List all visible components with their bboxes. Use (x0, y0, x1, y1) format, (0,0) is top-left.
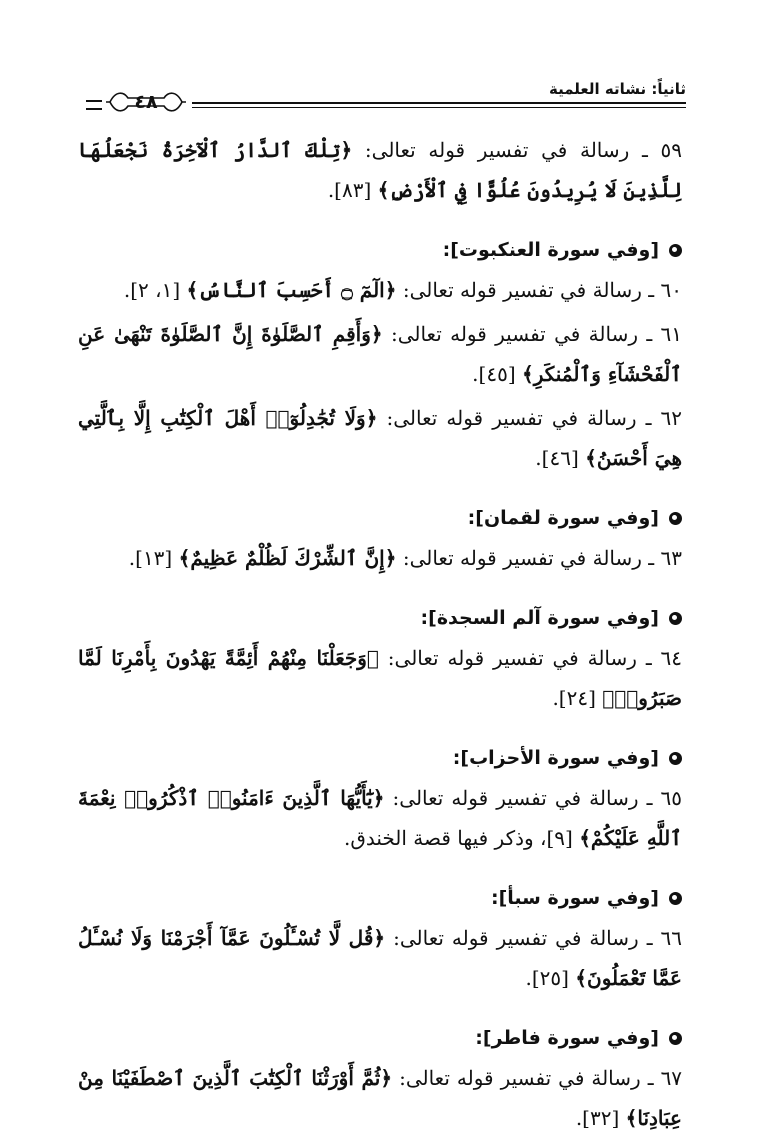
entry-item: ٦٦ ـ رسالة في تفسير قوله تعالى: ﴿قُل لَّا تُسْـَٔلُونَ عَمَّآ أَجْرَمْنَا وَلَا نُسْـَٔلُ عَمَّا تَعْمَلُونَ﴾ [٢٥]. (78, 926, 683, 990)
surah-heading (78, 878, 682, 918)
spacer (78, 998, 682, 1002)
page-number-frame (106, 88, 186, 116)
verse-reference: [٤٦]. (535, 446, 579, 470)
entry-lead: رسالة في تفسير قوله تعالى: (390, 322, 638, 346)
verse-reference: [١، ٢]. (123, 278, 181, 302)
surah-heading (78, 230, 682, 270)
entry-item: ٦٣ ـ رسالة في تفسير قوله تعالى: ﴿إِنَّ ٱلشِّرْكَ لَظُلْمٌ عَظِيمٌ﴾ [١٣]. (128, 546, 682, 570)
spacer (78, 210, 682, 214)
entry-lead: رسالة في تفسير قوله تعالى: (393, 926, 639, 950)
bullet-icon (669, 244, 682, 257)
entry-lead: رسالة في تفسير قوله تعالى: (392, 786, 639, 810)
verse-reference: [٩]، وذكر فيها قصة الخندق. (343, 826, 573, 850)
verse-reference: [٤٥]. (472, 362, 516, 386)
quran-verse: ﴿يَٰٓأَيُّهَا ٱلَّذِينَ ءَامَنُوا۟ ٱذْكُرُوا۟ نِعْمَةَ ٱللَّهِ عَلَيْكُمْ﴾ (78, 786, 682, 850)
entry-lead: رسالة في تفسير قوله تعالى: (386, 406, 637, 430)
entry-item: ٥٩ ـ رسالة في تفسير قوله تعالى: ﴿تِلْكَ ٱلدَّارُ ٱلْآخِرَةُ نَجْعَلُهَا لِلَّذِينَ لَا يُرِيدُونَ عُلُوًّا فِي ٱلْأَرْضِ﴾ [٨٣]. (78, 138, 683, 202)
surah-heading-text: [وفي سورة الأحزاب]: (452, 747, 659, 769)
bullet-icon (669, 612, 682, 625)
entry-number: ٦١ (660, 322, 683, 346)
entry-lead: رسالة في تفسير قوله تعالى: (402, 546, 642, 570)
surah-heading (78, 498, 682, 538)
spacer (78, 1138, 682, 1142)
verse-reference: [٣٢]. (575, 1106, 620, 1130)
surah-heading-text: [وفي سورة سبأ]: (491, 887, 659, 909)
verse-reference: [٢٤]. (552, 686, 596, 710)
header-rule (192, 102, 686, 104)
entry-lead: رسالة في تفسير قوله تعالى: (399, 1066, 641, 1090)
entry-number: ٦٢ (660, 406, 682, 430)
verse-reference: [١٣]. (128, 546, 173, 570)
verse-reference: [٢٥]. (525, 966, 569, 990)
bullet-icon (669, 512, 682, 525)
entry-number: ٦٣ (660, 546, 682, 570)
entry-item: ٦٠ ـ رسالة في تفسير قوله تعالى: ﴿الٓمٓ ۝ أَحَسِبَ ٱلنَّاسُ﴾ [١، ٢]. (123, 278, 682, 302)
header-dash (86, 100, 102, 110)
surah-heading (78, 738, 682, 778)
entry-number: ٦٠ (660, 278, 682, 302)
entry-lead: رسالة في تفسير قوله تعالى: (402, 278, 642, 302)
bullet-icon (669, 752, 682, 765)
entry-lead: رسالة في تفسير قوله تعالى: (387, 646, 637, 670)
entry-number: ٦٤ (660, 646, 683, 670)
entry-item: ٦٢ ـ رسالة في تفسير قوله تعالى: ﴿وَلَا تُجَٰدِلُوٓا۟ أَهْلَ ٱلْكِتَٰبِ إِلَّا بِٱلَّتِي هِيَ أَحْسَنُ﴾ [٤٦]. (78, 406, 682, 470)
quran-verse: ﴿إِنَّ ٱلشِّرْكَ لَظُلْمٌ عَظِيمٌ﴾ (178, 546, 397, 570)
entry-number: ٦٥ (660, 786, 683, 810)
entry-item: ٦٧ ـ رسالة في تفسير قوله تعالى: ﴿ثُمَّ أَوْرَثْنَا ٱلْكِتَٰبَ ٱلَّذِينَ ٱصْطَفَيْنَا مِنْ عِبَادِنَا﴾ [٣٢]. (78, 1066, 683, 1130)
spacer (78, 718, 682, 722)
surah-heading-text: [وفي سورة فاطر]: (475, 1027, 659, 1049)
quran-verse: ﴿وَأَقِمِ ٱلصَّلَوٰةَ إِنَّ ٱلصَّلَوٰةَ تَنْهَىٰ عَنِ ٱلْفَحْشَآءِ وَٱلْمُنكَرِ﴾ (78, 322, 682, 386)
surah-heading-text: [وفي سورة العنكبوت]: (442, 239, 659, 261)
surah-heading-text: [وفي سورة آلم السجدة]: (420, 607, 659, 629)
entry-number: ٥٩ (660, 138, 683, 162)
spacer (78, 858, 682, 862)
running-title: ثانياً: نشاته العلمية (549, 80, 686, 98)
spacer (78, 478, 682, 482)
quran-verse: ﴿الٓمٓ ۝ أَحَسِبَ ٱلنَّاسُ﴾ (186, 278, 397, 302)
quran-verse: ﴿ثُمَّ أَوْرَثْنَا ٱلْكِتَٰبَ ٱلَّذِينَ ٱصْطَفَيْنَا مِنْ عِبَادِنَا﴾ (78, 1066, 682, 1130)
verse-reference: [٨٣]. (327, 178, 372, 202)
surah-heading-text: [وفي سورة لقمان]: (467, 507, 659, 529)
entry-number: ٦٦ (660, 926, 683, 950)
entry-lead: رسالة في تفسير قوله تعالى: (364, 138, 630, 162)
quran-verse: ﴿وَلَا تُجَٰدِلُوٓا۟ أَهْلَ ٱلْكِتَٰبِ إِلَّا بِٱلَّتِي هِيَ أَحْسَنُ﴾ (78, 406, 682, 470)
spacer (78, 578, 682, 582)
bullet-icon (669, 892, 682, 905)
quran-verse: ﴿قُل لَّا تُسْـَٔلُونَ عَمَّآ أَجْرَمْنَا وَلَا نُسْـَٔلُ عَمَّا تَعْمَلُونَ﴾ (78, 926, 682, 990)
header-rule-thin (192, 107, 686, 108)
surah-heading (78, 598, 682, 638)
entry-number: ٦٧ (660, 1066, 683, 1090)
quran-verse: ﴿وَجَعَلْنَا مِنْهُمْ أَئِمَّةً يَهْدُونَ بِأَمْرِنَا لَمَّا صَبَرُوا۟﴾ (78, 646, 682, 710)
quran-verse: ﴿تِلْكَ ٱلدَّارُ ٱلْآخِرَةُ نَجْعَلُهَا لِلَّذِينَ لَا يُرِيدُونَ عُلُوًّا فِي ٱلْأَرْضِ﴾ (78, 138, 682, 202)
entry-item: ٦٥ ـ رسالة في تفسير قوله تعالى: ﴿يَٰٓأَيُّهَا ٱلَّذِينَ ءَامَنُوا۟ ٱذْكُرُوا۟ نِعْمَةَ ٱللَّهِ عَلَيْكُمْ﴾ [٩]، وذكر فيها قصة الخندق. (78, 786, 683, 850)
surah-heading (78, 1018, 682, 1058)
entry-list (78, 130, 682, 1142)
bullet-icon (669, 1032, 682, 1045)
entry-item: ٦١ ـ رسالة في تفسير قوله تعالى: ﴿وَأَقِمِ ٱلصَّلَوٰةَ إِنَّ ٱلصَّلَوٰةَ تَنْهَىٰ عَنِ ٱلْفَحْشَآءِ وَٱلْمُنكَرِ﴾ [٤٥]. (78, 322, 683, 386)
page-number: ٤٨ (134, 91, 158, 113)
running-header (86, 80, 686, 116)
entry-item: ٦٤ ـ رسالة في تفسير قوله تعالى: ﴿وَجَعَلْنَا مِنْهُمْ أَئِمَّةً يَهْدُونَ بِأَمْرِنَا لَمَّا صَبَرُوا۟﴾ [٢٤]. (78, 646, 683, 710)
